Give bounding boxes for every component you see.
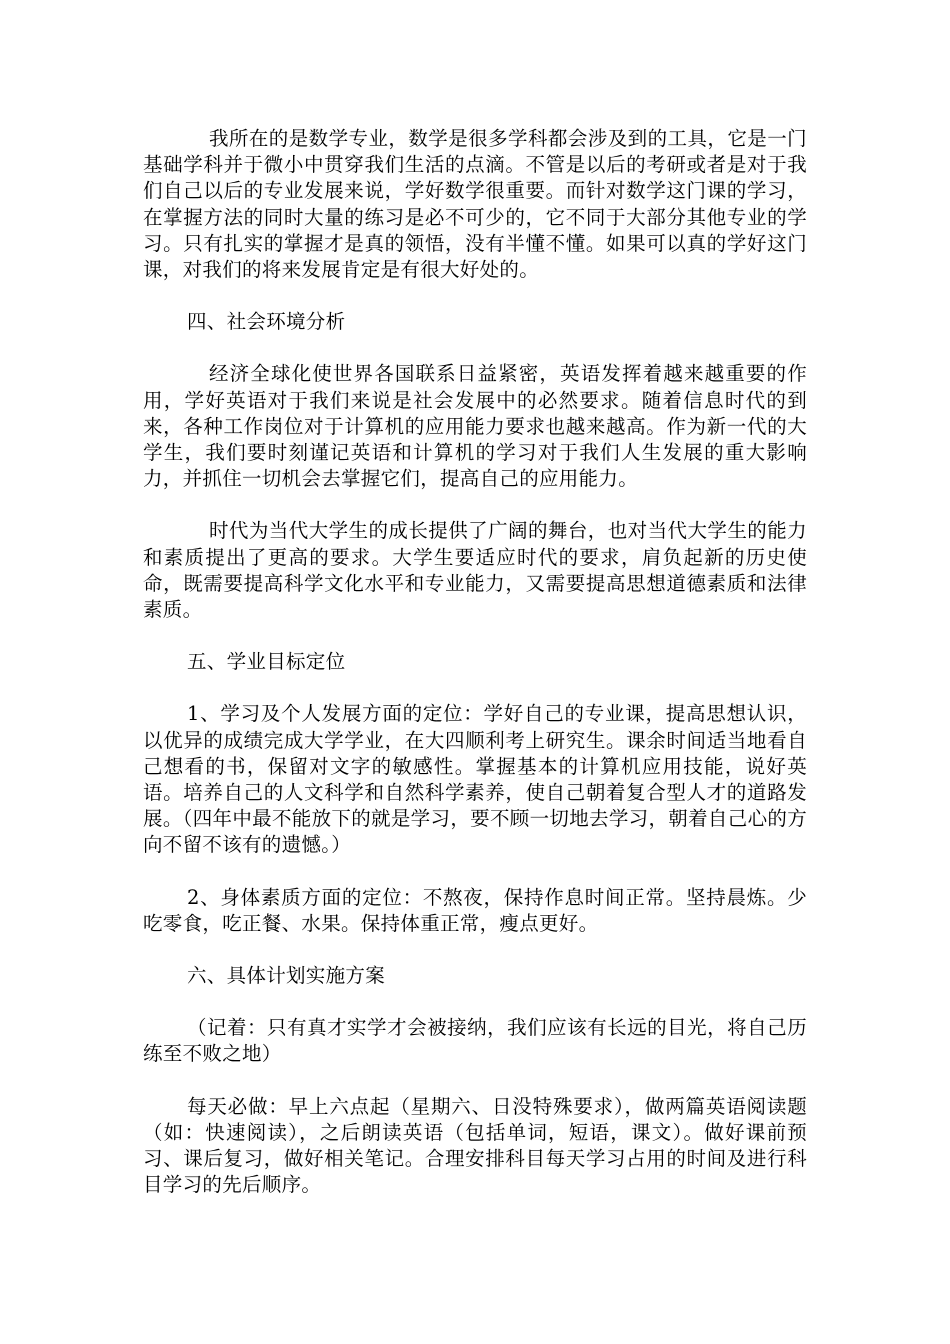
paragraph-math-major: 我所在的是数学专业，数学是很多学科都会涉及到的工具，它是一门基础学科并于微小中贯穿我们生活的点滴。不管是以后的考研或者是对于我们自己以后的专业发展来说，学好数学很重要。而针对数学这门课的学习，在掌握方法的同时大量的练习是必不可少的，它不同于大部分其他专业的学习。只有扎实的掌握才是真的领悟，没有半懂不懂。如果可以真的学好这门课，对我们的将来发展肯定是有很大好处的。 [143,127,807,282]
heading-academic-goals: 五、学业目标定位 [187,650,346,674]
heading-social-environment: 四、社会环境分析 [187,310,346,334]
paragraph-era: 时代为当代大学生的成长提供了广阔的舞台，也对当代大学生的能力和素质提出了更高的要求。大学生要适应时代的要求，肩负起新的历史使命，既需要提高科学文化水平和专业能力，又需要提高思想道德素质和法律素质。 [143,519,807,622]
heading-implementation-plan: 六、具体计划实施方案 [187,964,386,988]
paragraph-study-goal: 1、学习及个人发展方面的定位：学好自己的专业课，提高思想认识，以优异的成绩完成大学学业，在大四顺利考上研究生。课余时间适当地看自己想看的书，保留对文字的敏感性。掌握基本的计算机应用技能，说好英语。培养自己的人文科学和自然科学素养，使自己朝着复合型人才的道路发展。（四年中最不能放下的就是学习，要不顾一切地去学习，朝着自己心的方向不留不该有的遗憾。） [143,702,807,857]
document-body [143,126,807,1225]
paragraph-daily-tasks: 每天必做：早上六点起（星期六、日没特殊要求），做两篇英语阅读题（如：快速阅读），之后朗读英语（包括单词，短语，课文）。做好课前预习、课后复习，做好相关笔记。合理安排科目每天学习占用的时间及进行科目学习的先后顺序。 [143,1094,807,1197]
paragraph-globalization: 经济全球化使世界各国联系日益紧密，英语发挥着越来越重要的作用，学好英语对于我们来说是社会发展中的必然要求。随着信息时代的到来，各种工作岗位对于计算机的应用能力要求也越来越高。作为新一代的大学生，我们要时刻谨记英语和计算机的学习对于我们人生发展的重大影响力，并抓住一切机会去掌握它们，提高自己的应用能力。 [143,362,807,491]
paragraph-health-goal: 2、身体素质方面的定位：不熬夜，保持作息时间正常。坚持晨炼。少吃零食，吃正餐、水果。保持体重正常，瘦点更好。 [143,885,807,935]
paragraph-reminder: （记着：只有真才实学才会被接纳，我们应该有长远的目光，将自己历练至不败之地） [143,1016,807,1066]
